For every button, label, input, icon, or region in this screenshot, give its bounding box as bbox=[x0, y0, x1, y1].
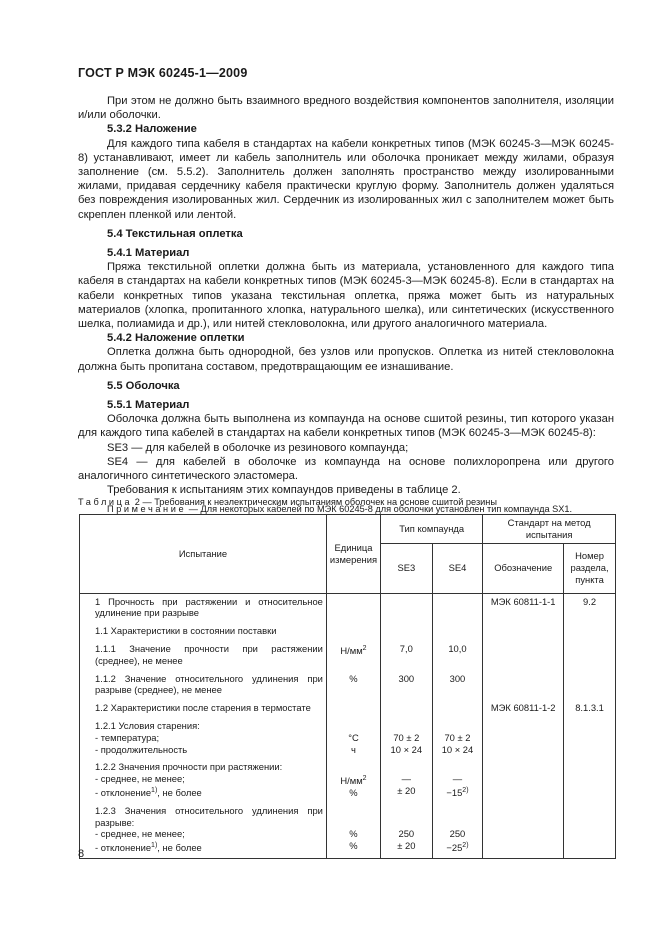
row-test-1 bbox=[80, 593, 327, 623]
requirements-table bbox=[79, 514, 616, 859]
table-row bbox=[80, 593, 616, 623]
cell-se4 bbox=[432, 759, 483, 803]
header-unit: Единица измерения bbox=[326, 515, 380, 594]
row-test-1-2 bbox=[80, 700, 327, 718]
paragraph: Пряжа текстильной оплетки должна быть из материала, установленного для каждого типа кабеля в стандартах на кабели конкретных типов (МЭК 60245-3—МЭК 60245-8). Если в стандартах на кабели конкретных типов указана текстильная оплетка, пряжа может быть из натуральных материалов (хлопка, пропитанного хлопка, натурального шелка), или синтетических (искусственного шелка, полиамида и др.), или нитей стекловолокна, или другого аналогичного материала. bbox=[78, 261, 614, 331]
note-text: — Для некоторых кабелей по МЭК 60245-8 для оболочки установлен тип компаунда SX1. bbox=[186, 504, 573, 515]
unit-sup: 2 bbox=[362, 644, 367, 652]
paragraph: Оплетка должна быть однородной, без узлов или пропусков. Оплетка из нитей стекловолокна должна быть пропитана составом, предотвращающим ее изнашивание. bbox=[78, 346, 614, 373]
cell-text bbox=[83, 805, 323, 854]
cell-text bbox=[83, 720, 323, 755]
table-row bbox=[80, 623, 616, 641]
cell-empty bbox=[564, 718, 616, 759]
cell-empty bbox=[483, 641, 564, 671]
section-heading-5-3-2: 5.3.2 Наложение bbox=[107, 123, 197, 136]
cell-se4 bbox=[432, 718, 483, 759]
row-test-1-1-1 bbox=[80, 641, 327, 671]
cell-unit bbox=[326, 641, 380, 671]
cell-empty bbox=[432, 623, 483, 641]
cell-empty bbox=[381, 593, 433, 623]
table-caption-text: 2 — Требования к неэлектрическим испытаниям оболочек на основе сшитой резины bbox=[132, 497, 497, 507]
table-row bbox=[80, 671, 616, 701]
unit-text: % bbox=[349, 828, 358, 840]
value: 250 bbox=[398, 828, 415, 840]
cell-se3 bbox=[381, 759, 433, 803]
cell-empty bbox=[564, 641, 616, 671]
cell-empty bbox=[381, 700, 433, 718]
cell-empty bbox=[564, 759, 616, 803]
row-test-1-1-2 bbox=[80, 671, 327, 701]
section-heading-5-5-1: 5.5.1 Материал bbox=[107, 399, 190, 412]
cell-text: 1.1 Характеристики в состоянии поставки bbox=[95, 625, 277, 637]
cell-line: - среднее, не менее; bbox=[95, 773, 185, 785]
row-test-1-1 bbox=[80, 623, 327, 641]
cell-unit bbox=[326, 803, 380, 859]
header-compound-type: Тип компаунда bbox=[381, 515, 483, 544]
value: 70 ± 2 bbox=[444, 731, 471, 743]
cell-empty bbox=[564, 671, 616, 701]
cell-line: - отклонение bbox=[95, 842, 152, 854]
section-heading-5-5: 5.5 Оболочка bbox=[107, 379, 180, 392]
table-row bbox=[80, 700, 616, 718]
value: 10 × 24 bbox=[441, 743, 474, 755]
row-test-1-2-1 bbox=[80, 718, 327, 759]
cell-section: 8.1.3.1 bbox=[564, 700, 616, 718]
paragraph: Оболочка должна быть выполнена из компаунда на основе сшитой резины, тип которого указан для каждого типа кабелей в стандартах на кабели конкретных типов (МЭК 60245-3—МЭК 60245-8): bbox=[78, 413, 614, 440]
value: ± 20 bbox=[397, 784, 416, 796]
value: — bbox=[452, 773, 463, 785]
cell-empty bbox=[564, 623, 616, 641]
paragraph: Требования к испытаниям этих компаундов приведены в таблице 2. bbox=[107, 484, 461, 497]
cell-se4: 300 bbox=[432, 671, 483, 701]
paragraph: Для каждого типа кабеля в стандартах на кабели конкретных типов (МЭК 60245-3—МЭК 60245-8) устанавливают, имеет ли кабель заполнитель или оболочка проникает между жилами, образуя заполнение (см. 5.5.2). Заполнитель должен заполнять пространство между изолированными жилами, придавая сердечнику кабеля практически круглую форму. Заполнитель должен удаляться без повреждения изолированных жил. Сердечник из изолированных жил с заполнителем может быть скреплен пленкой или лентой. bbox=[78, 137, 614, 221]
cell-std: МЭК 60811-1-1 bbox=[483, 593, 564, 623]
section-heading-5-4: 5.4 Текстильная оплетка bbox=[107, 227, 243, 240]
value: 250 bbox=[449, 828, 466, 840]
cell-unit bbox=[326, 718, 380, 759]
header-test: Испытание bbox=[80, 515, 327, 594]
row-test-1-2-2 bbox=[80, 759, 327, 803]
cell-unit: % bbox=[326, 671, 380, 701]
section-heading-5-4-1: 5.4.1 Материал bbox=[107, 247, 190, 260]
row-test-1-2-3 bbox=[80, 803, 327, 859]
page-number: 8 bbox=[78, 848, 85, 860]
cell-line: , не более bbox=[157, 842, 202, 854]
cell-text: 1.1.2 Значение относительного удлинения при разрыве (среднее), не менее bbox=[95, 672, 323, 696]
cell-section: 9.2 bbox=[564, 593, 616, 623]
cell-empty bbox=[483, 803, 564, 859]
cell-empty bbox=[381, 623, 433, 641]
footnote-ref: 2) bbox=[462, 786, 469, 794]
cell-empty bbox=[326, 700, 380, 718]
cell-line: - продолжительность bbox=[95, 743, 188, 755]
cell-text: 1 Прочность при растяжении и относительное удлинение при разрыве bbox=[95, 595, 323, 619]
table-row bbox=[80, 803, 616, 859]
unit-text: Н/мм bbox=[340, 775, 363, 787]
cell-empty bbox=[483, 671, 564, 701]
value: ± 20 bbox=[397, 840, 416, 852]
cell-empty bbox=[432, 593, 483, 623]
cell-title: 1.2.2 Значения прочности при растяжении: bbox=[95, 761, 283, 773]
cell-empty bbox=[483, 623, 564, 641]
footnote-ref: 2) bbox=[462, 842, 469, 850]
header-designation: Обозначение bbox=[483, 543, 564, 593]
cell-text: 1.1.1 Значение прочности при растяжении (среднее), не менее bbox=[95, 642, 323, 666]
value: 10 × 24 bbox=[390, 743, 423, 755]
cell-empty bbox=[326, 593, 380, 623]
section-heading-5-4-2: 5.4.2 Наложение оплетки bbox=[107, 332, 245, 345]
cell-empty bbox=[326, 623, 380, 641]
cell-empty bbox=[432, 700, 483, 718]
value: 70 ± 2 bbox=[393, 731, 420, 743]
cell-se3 bbox=[381, 718, 433, 759]
cell-text bbox=[83, 761, 323, 799]
value: −15 bbox=[446, 787, 463, 799]
paragraph: При этом не должно быть взаимного вредного воздействия компонентов заполнителя, изоляции и/или оболочки. bbox=[78, 95, 614, 122]
cell-title: 1.2.1 Условия старения: bbox=[95, 719, 200, 731]
table-row bbox=[80, 759, 616, 803]
unit-sup: 2 bbox=[362, 775, 367, 783]
cell-line: - среднее, не менее; bbox=[95, 828, 185, 840]
cell-se3: 300 bbox=[381, 671, 433, 701]
cell-empty bbox=[564, 803, 616, 859]
cell-se4 bbox=[432, 803, 483, 859]
note-label: Примечание bbox=[107, 504, 187, 515]
cell-empty bbox=[483, 759, 564, 803]
document-body bbox=[78, 94, 614, 515]
value: −25 bbox=[446, 842, 463, 854]
header-se4: SE4 bbox=[432, 543, 483, 593]
table-caption bbox=[78, 497, 497, 507]
document-header: ГОСТ Р МЭК 60245-1—2009 bbox=[78, 66, 248, 80]
paragraph: SE4 — для кабелей в оболочке из компаунда на основе полихлоропрена или другого аналогичного синтетического эластомера. bbox=[78, 455, 614, 483]
cell-std: МЭК 60811-1-2 bbox=[483, 700, 564, 718]
unit-text: °С bbox=[348, 731, 359, 743]
cell-se3: 7,0 bbox=[381, 641, 433, 671]
header-standard: Стандарт на метод испытания bbox=[483, 515, 616, 544]
cell-se3 bbox=[381, 803, 433, 859]
table-row bbox=[80, 718, 616, 759]
header-se3: SE3 bbox=[381, 543, 433, 593]
footnote-ref: 1) bbox=[151, 786, 158, 794]
unit-text: % bbox=[349, 787, 358, 799]
cell-line: - отклонение bbox=[95, 787, 152, 799]
cell-line: , не более bbox=[157, 787, 202, 799]
unit-text: ч bbox=[351, 743, 356, 755]
table-row bbox=[80, 641, 616, 671]
footnote-ref: 1) bbox=[151, 842, 158, 850]
cell-text: 1.2 Характеристики после старения в термостате bbox=[95, 702, 311, 714]
paragraph: SE3 — для кабелей в оболочке из резинового компаунда; bbox=[107, 441, 409, 454]
unit-text: Н/мм bbox=[340, 645, 363, 657]
cell-unit bbox=[326, 759, 380, 803]
cell-se4: 10,0 bbox=[432, 641, 483, 671]
unit-text: % bbox=[349, 840, 358, 852]
cell-title: 1.2.3 Значения относительного удлинения при разрыве: bbox=[95, 804, 323, 828]
header-section: Номер раздела, пункта bbox=[564, 543, 616, 593]
cell-line: - температура; bbox=[95, 731, 160, 743]
value: — bbox=[401, 773, 412, 785]
cell-empty bbox=[483, 718, 564, 759]
table-caption-label: Таблица bbox=[78, 497, 133, 507]
